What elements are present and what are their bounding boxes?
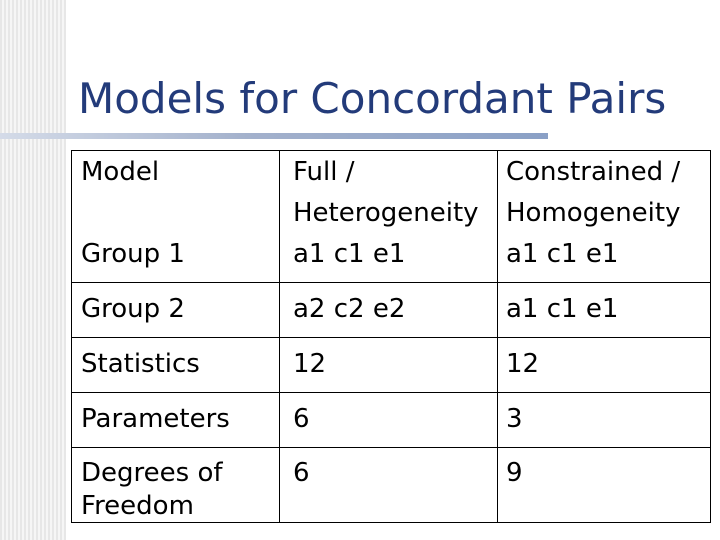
row-divider	[72, 337, 710, 338]
header-full-line1: Full /	[293, 157, 355, 187]
cell-parameters-constrained: 3	[506, 404, 523, 434]
cell-group1-constrained: a1 c1 e1	[506, 239, 619, 269]
row-label-statistics: Statistics	[81, 349, 200, 379]
row-label-df-line2: Freedom	[81, 491, 194, 521]
comparison-table	[71, 150, 711, 523]
cell-group2-full: a2 c2 e2	[293, 294, 406, 324]
row-label-group2: Group 2	[81, 294, 185, 324]
header-model: Model	[81, 157, 160, 187]
header-constrained-line1: Constrained /	[506, 157, 681, 187]
cell-parameters-full: 6	[293, 404, 310, 434]
cell-df-full: 6	[293, 458, 310, 488]
header-full-line2: Heterogeneity	[293, 198, 479, 228]
row-label-parameters: Parameters	[81, 404, 230, 434]
row-divider	[72, 447, 710, 448]
cell-group2-constrained: a1 c1 e1	[506, 294, 619, 324]
cell-statistics-full: 12	[293, 349, 327, 379]
row-divider	[72, 282, 710, 283]
row-label-group1: Group 1	[81, 239, 185, 269]
header-constrained-line2: Homogeneity	[506, 198, 681, 228]
slide-title: Models for Concordant Pairs	[78, 74, 667, 123]
cell-group1-full: a1 c1 e1	[293, 239, 406, 269]
title-underline	[0, 133, 548, 139]
slide-side-stripes	[0, 0, 66, 540]
cell-df-constrained: 9	[506, 458, 523, 488]
cell-statistics-constrained: 12	[506, 349, 540, 379]
row-divider	[72, 392, 710, 393]
row-label-df-line1: Degrees of	[81, 458, 223, 488]
